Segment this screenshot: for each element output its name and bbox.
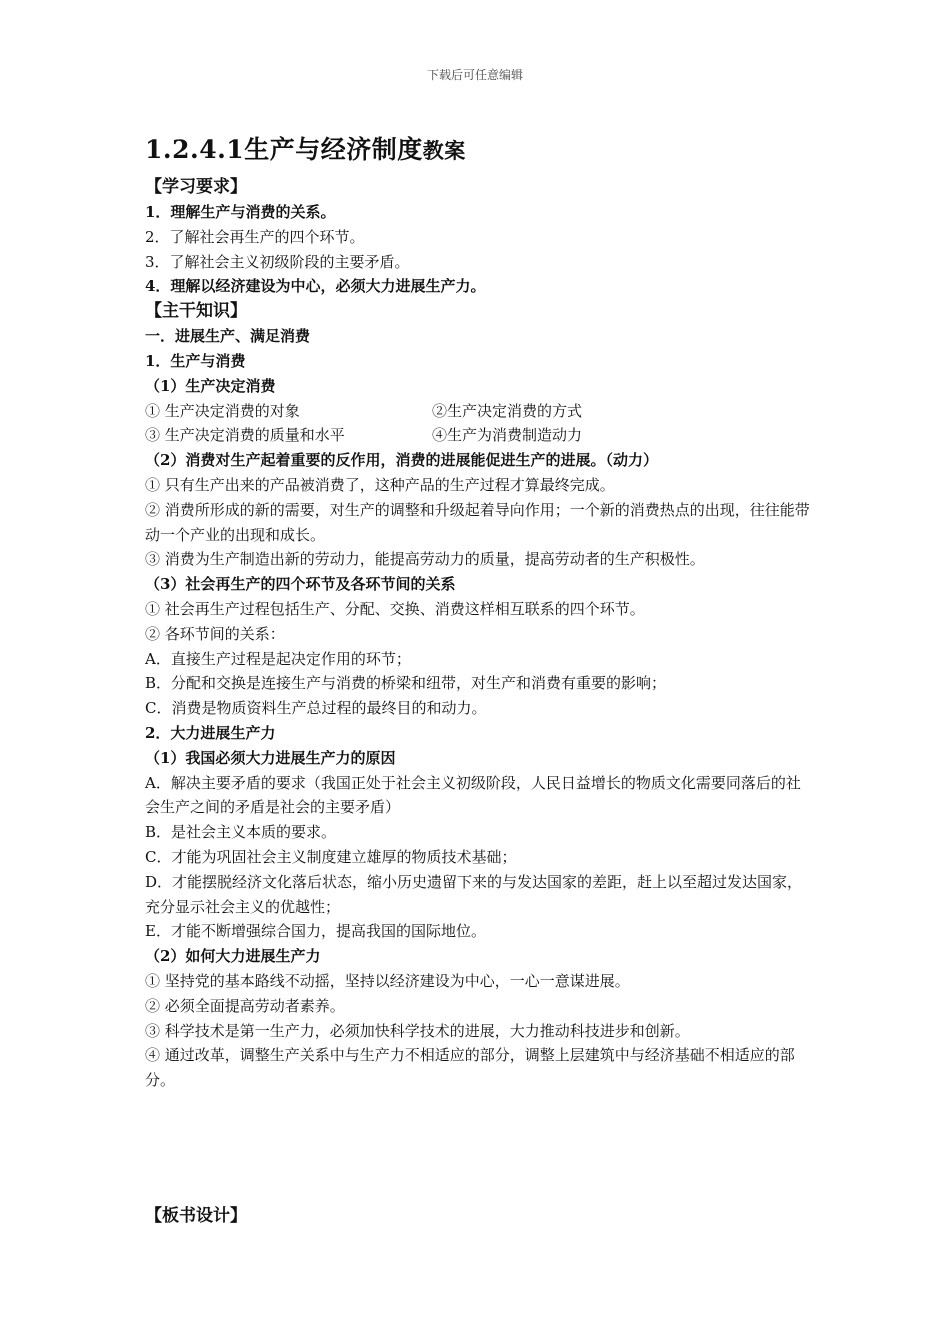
requirement-item: 3．了解社会主义初级阶段的主要矛盾。 [145, 252, 410, 271]
point-item: ② 必须全面提高劳动者素养。 [145, 996, 345, 1015]
blank-space [145, 1093, 813, 1204]
requirement-item: 2．了解社会再生产的四个环节。 [145, 227, 365, 246]
point-item: ③ 生产决定消费的质量和水平 [145, 426, 345, 445]
point-item: ② 消费所形成的新的需要，对生产的调整和升级起着导向作用；一个新的消费热点的出现，往往能带动一个产业的出现和成长。 [145, 500, 810, 544]
point-item: ① 生产决定消费的对象 [145, 401, 300, 420]
point-heading: （1）我国必须大力进展生产力的原因 [145, 748, 396, 767]
point-item: ③ 消费为生产制造出新的劳动力，能提高劳动力的质量，提高劳动者的生产积极性。 [145, 550, 705, 569]
point-item: ②生产决定消费的方式 [432, 401, 583, 420]
point-item: C．才能为巩固社会主义制度建立雄厚的物质技术基础； [145, 847, 517, 866]
sub-heading: 2．大力进展生产力 [145, 723, 276, 742]
title-suffix: 教案 [422, 138, 466, 163]
document-title [145, 130, 813, 171]
section-heading-board: 【板书设计】 [145, 1205, 247, 1226]
point-item: C．消费是物质资料生产总过程的最终目的和动力。 [145, 699, 487, 718]
point-heading: （2）消费对生产起着重要的反作用，消费的进展能促进生产的进展。（动力） [145, 451, 658, 470]
section-heading-requirements: 【学习要求】 [145, 177, 247, 197]
point-item: ① 坚持党的基本路线不动摇，坚持以经济建设为中心，一心一意谋进展。 [145, 971, 630, 990]
point-item: A．解决主要矛盾的要求（我国正处于社会主义初级阶段，人民日益增长的物质文化需要同落后的社会生产之间的矛盾是社会的主要矛盾） [145, 773, 801, 817]
title-main: 1.2.4.1生产与经济制度 [145, 135, 423, 164]
point-item: A．直接生产过程是起决定作用的环节； [145, 649, 411, 668]
point-heading: （3）社会再生产的四个环节及各环节间的关系 [145, 575, 456, 594]
point-item: D．才能摆脱经济文化落后状态，缩小历史遗留下来的与发达国家的差距，赶上以至超过发达国家，充分显示社会主义的优越性； [145, 872, 803, 916]
requirement-item: 4．理解以经济建设为中心，必须大力进展生产力。 [145, 277, 486, 296]
page-header: 下载后可任意编辑 [426, 68, 523, 82]
point-heading: （2）如何大力进展生产力 [145, 947, 321, 966]
point-item: B．分配和交换是连接生产与消费的桥梁和纽带，对生产和消费有重要的影响； [145, 674, 667, 693]
point-row [145, 399, 813, 424]
section-heading-knowledge: 【主干知识】 [145, 301, 247, 322]
point-item: ① 社会再生产过程包括生产、分配、交换、消费这样相互联系的四个环节。 [145, 599, 645, 618]
point-item: ③ 科学技术是第一生产力，必须加快科学技术的进展，大力推动科技进步和创新。 [145, 1021, 690, 1040]
point-heading: （1）生产决定消费 [145, 376, 276, 395]
point-item: E．才能不断增强综合国力，提高我国的国际地位。 [145, 922, 486, 941]
point-item: ② 各环节间的关系： [145, 624, 285, 643]
sub-heading: 1．生产与消费 [145, 351, 246, 370]
point-item: B．是社会主义本质的要求。 [145, 823, 337, 842]
point-item: ④ 通过改革，调整生产关系中与生产力不相适应的部分，调整上层建筑中与经济基础不相适应的部分。 [145, 1046, 795, 1090]
point-row [145, 423, 813, 448]
point-item: ④生产为消费制造动力 [432, 426, 583, 445]
requirement-item: 1．理解生产与消费的关系。 [145, 203, 336, 221]
document-body [145, 130, 813, 1229]
part-heading: 一．进展生产、满足消费 [145, 327, 311, 346]
point-item: ① 只有生产出来的产品被消费了，这种产品的生产过程才算最终完成。 [145, 475, 615, 494]
